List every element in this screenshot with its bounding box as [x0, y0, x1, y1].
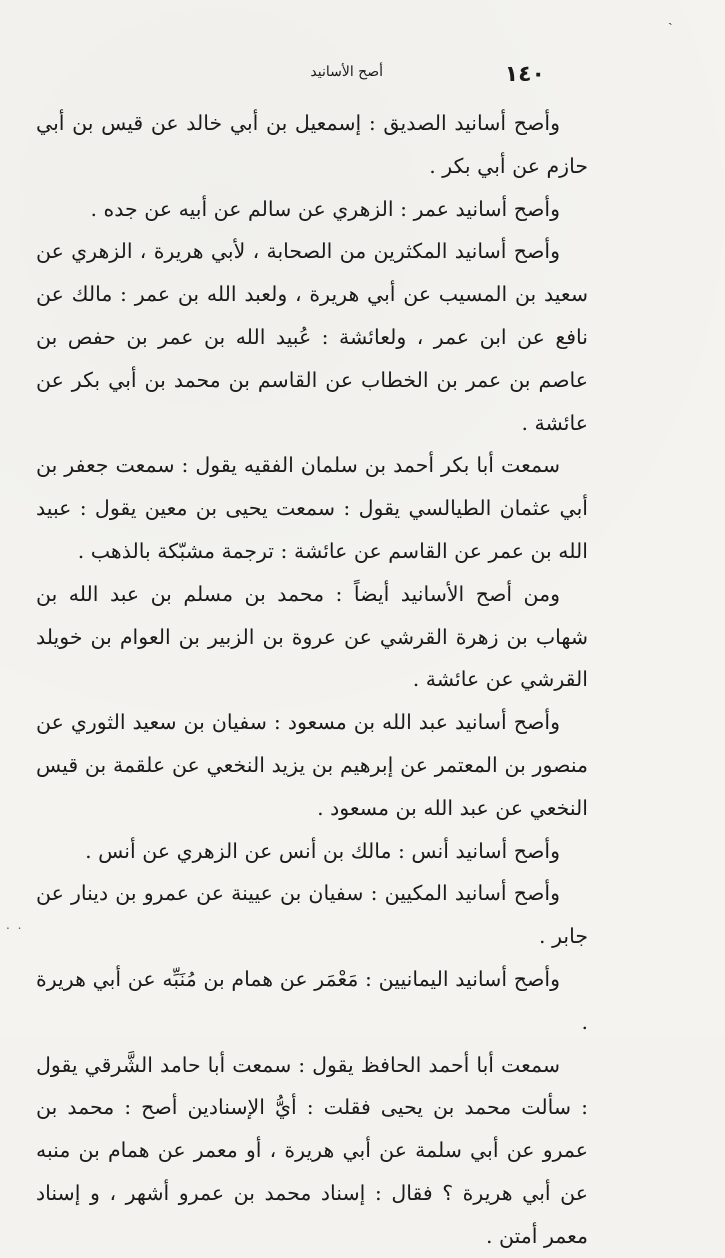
page-number: ١٤٠ [504, 62, 545, 87]
paragraph-makkiyyin: وأصح أسانيد المكيين : سفيان بن عيينة عن عمرو بن دينار عن جابر . [36, 881, 588, 949]
paragraph-ibn-main: سمعت أبا بكر أحمد بن سلمان الفقيه يقول : سمعت جعفر بن أبي عثمان الطيالسي يقول : سمعت يحيى بن معين يقول : عبيد الله بن عمر عن القاسم عن عائشة : ترجمة مشبّكة بالذهب . [36, 453, 588, 563]
paragraph-abu-ahmad: سمعت أبا أحمد الحافظ يقول : سمعت أبا حامد الشَّرقي يقول : سألت محمد بن يحيى فقلت : أيُّ الإسنادين أصح : محمد بن عمرو عن أبي سلمة عن أبي هريرة ، أو معمر عن همام بن منبه عن أبي هريرة ؟ فقال : إسناد محمد بن عمرو أشهر ، و إسناد معمر أمتن . [36, 1052, 588, 1248]
margin-dots: . . [6, 918, 24, 932]
paragraph-mukthirin: وأصح أسانيد المكثرين من الصحابة ، لأبي هريرة ، الزهري عن سعيد بن المسيب عن أبي هريرة ، ولعبد الله بن عمر : مالك عن نافع عن ابن عمر ، ولعائشة : عُبيد الله بن عمر بن حفص بن عاصم بن عمر بن الخطاب عن القاسم بن محمد بن أبي بكر عن عائشة . [36, 239, 588, 435]
paragraph-ibn-masud: وأصح أسانيد عبد الله بن مسعود : سفيان بن سعيد الثوري عن منصور بن المعتمر عن إبرهيم بن يزيد النخعي عن علقمة بن قيس النخعي عن عبد الله بن مسعود . [36, 710, 588, 820]
page-header [30, 60, 695, 90]
body-text [36, 102, 588, 1258]
paragraph-anas: وأصح أسانيد أنس : مالك بن أنس عن الزهري عن أنس . [85, 838, 560, 863]
paragraph-zuhri-urwa: ومن أصح الأسانيد أيضاً : محمد بن مسلم بن عبد الله بن شهاب بن زهرة القرشي عن عروة بن الزبير بن العوام بن خويلد القرشي عن عائشة . [36, 581, 588, 692]
corner-mark: ˏ [668, 10, 673, 26]
paragraph-siddiq: وأصح أسانيد الصديق : إسمعيل بن أبي خالد عن قيس بن أبي حازم عن أبي بكر . [36, 111, 588, 178]
running-title: أصح الأسانيد [310, 64, 383, 80]
paragraph-yamaniyyin: وأصح أسانيد اليمانيين : مَعْمَر عن همام بن مُنَبِّه عن أبي هريرة . [36, 966, 588, 1034]
paragraph-umar: وأصح أسانيد عمر : الزهري عن سالم عن أبيه عن جده . [90, 196, 560, 221]
